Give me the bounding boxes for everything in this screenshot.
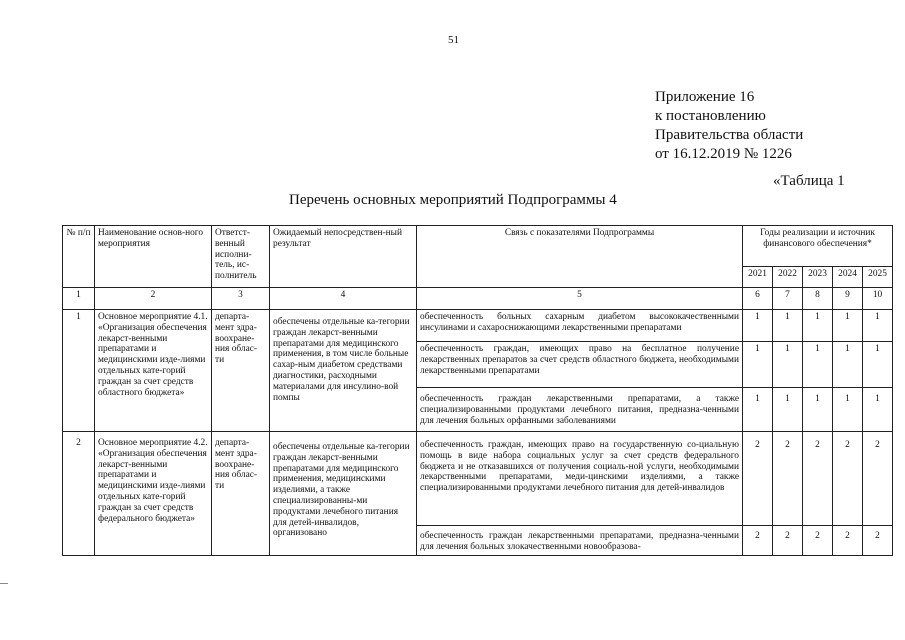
indicator-value: 2 [833, 432, 863, 526]
header-num: № п/п [63, 226, 95, 288]
row-number: 2 [63, 432, 95, 556]
indicator-value: 1 [863, 342, 893, 388]
indicator-value: 1 [863, 310, 893, 342]
row-number: 1 [63, 310, 95, 432]
indicator-value: 2 [833, 526, 863, 556]
indicator-text: обеспеченность больных сахарным диабетом высококачественными инсулинами и сахароснижающими лекарственными препаратами [417, 310, 743, 342]
header-responsible: Ответст-венный исполни-тель, ис-полнитель [212, 226, 270, 288]
indicator-value: 2 [773, 432, 803, 526]
indicator-value: 1 [743, 388, 773, 432]
indicator-text: обеспеченность граждан лекарственными препаратами, предназна-ченными для лечения больных злокачественными новообразова- [417, 526, 743, 556]
year-cell: 2022 [773, 267, 803, 288]
year-cell: 2025 [863, 267, 893, 288]
column-number: 9 [833, 288, 863, 310]
indicator-value: 2 [773, 526, 803, 556]
indicator-value: 1 [773, 310, 803, 342]
activity-name: Основное мероприятие 4.1. «Организация обеспечения лекарст-венными препаратами и медицинскими изде-лиями отдельных кате-горий граждан за счет средств областного бюджета» [95, 310, 212, 432]
indicator-value: 2 [743, 526, 773, 556]
indicator-value: 2 [803, 526, 833, 556]
column-number: 4 [270, 288, 417, 310]
indicator-value: 2 [863, 432, 893, 526]
responsible: департа-мент здра-воохране-ния облас-ти [212, 310, 270, 432]
year-cell: 2021 [743, 267, 773, 288]
column-number: 7 [773, 288, 803, 310]
appendix-line: к постановлению [655, 108, 766, 124]
year-cell: 2023 [803, 267, 833, 288]
responsible: департа-мент здра-воохране-ния облас-ти [212, 432, 270, 556]
indicator-value: 1 [803, 310, 833, 342]
indicator-text: обеспеченность граждан, имеющих право на государственную со-циальную помощь в виде набора социальных услуг за счет средств федерального бюджета и не отказавшихся от получения социаль-ной услуги, необходимыми лекарственными препаратами, меди-цинскими изделиями, а также специализированными продуктами лечебного питания для детей-инвалидов [417, 432, 743, 526]
header-indicators: Связь с показателями Подпрограммы [417, 226, 743, 288]
indicator-value: 2 [863, 526, 893, 556]
indicator-value: 1 [773, 388, 803, 432]
indicator-text: обеспеченность граждан лекарственными препаратами, а также специализированными продуктами лечебного питания, предназна-ченными для лечения больных орфанными заболеваниями [417, 388, 743, 432]
indicator-value: 1 [743, 342, 773, 388]
indicator-value: 1 [863, 388, 893, 432]
column-number: 2 [95, 288, 212, 310]
expected-result: обеспечены отдельные ка-тегории граждан лекарст-венными препаратами для медицинского применения, медицинскими изделиями, а также специализированны-ми продуктами лечебного питания для детей-инвалидов, организовано [270, 432, 417, 556]
document-title: Перечень основных мероприятий Подпрограммы 4 [289, 192, 617, 208]
column-number: 8 [803, 288, 833, 310]
indicator-text: обеспеченность граждан, имеющих право на бесплатное получение лекарственных препаратов за счет средств областного бюджета, необходимыми лекарственными препаратами [417, 342, 743, 388]
table-row [63, 310, 893, 342]
expected-result: обеспечены отдельные ка-тегории граждан лекарст-венными препаратами для медицинского применения, в том числе больные сахар-ным диабетом средствами диагностики, расходными материалами для инсулино-вой помпы [270, 310, 417, 432]
indicator-value: 2 [803, 432, 833, 526]
indicator-value: 1 [773, 342, 803, 388]
indicator-value: 1 [803, 342, 833, 388]
year-cell: 2024 [833, 267, 863, 288]
page-number: 51 [448, 34, 459, 46]
indicator-value: 2 [743, 432, 773, 526]
indicator-value: 1 [833, 388, 863, 432]
appendix-line: Приложение 16 [655, 89, 755, 105]
scan-edge-mark [0, 583, 8, 584]
column-number: 5 [417, 288, 743, 310]
column-number: 1 [63, 288, 95, 310]
column-number: 3 [212, 288, 270, 310]
column-number-row [63, 288, 893, 310]
activity-name: Основное мероприятие 4.2. «Организация обеспечения лекарст-венными препаратами и медицинскими изде-лиями отдельных кате-горий граждан за счет средств федерального бюджета» [95, 432, 212, 556]
table-row [63, 432, 893, 526]
appendix-line: от 16.12.2019 № 1226 [655, 146, 792, 162]
column-number: 6 [743, 288, 773, 310]
column-number: 10 [863, 288, 893, 310]
table-label: «Таблица 1 [773, 173, 845, 189]
appendix-line: Правительства области [655, 127, 804, 143]
indicator-value: 1 [833, 342, 863, 388]
header-row [63, 226, 893, 267]
appendix-block [655, 88, 803, 164]
header-years: Годы реализации и источник финансового обеспечения* [743, 226, 893, 267]
indicator-value: 1 [743, 310, 773, 342]
header-result: Ожидаемый непосредствен-ный результат [270, 226, 417, 288]
header-name: Наименование основ-ного мероприятия [95, 226, 212, 288]
indicator-value: 1 [803, 388, 833, 432]
indicator-value: 1 [833, 310, 863, 342]
activities-table [62, 225, 893, 556]
